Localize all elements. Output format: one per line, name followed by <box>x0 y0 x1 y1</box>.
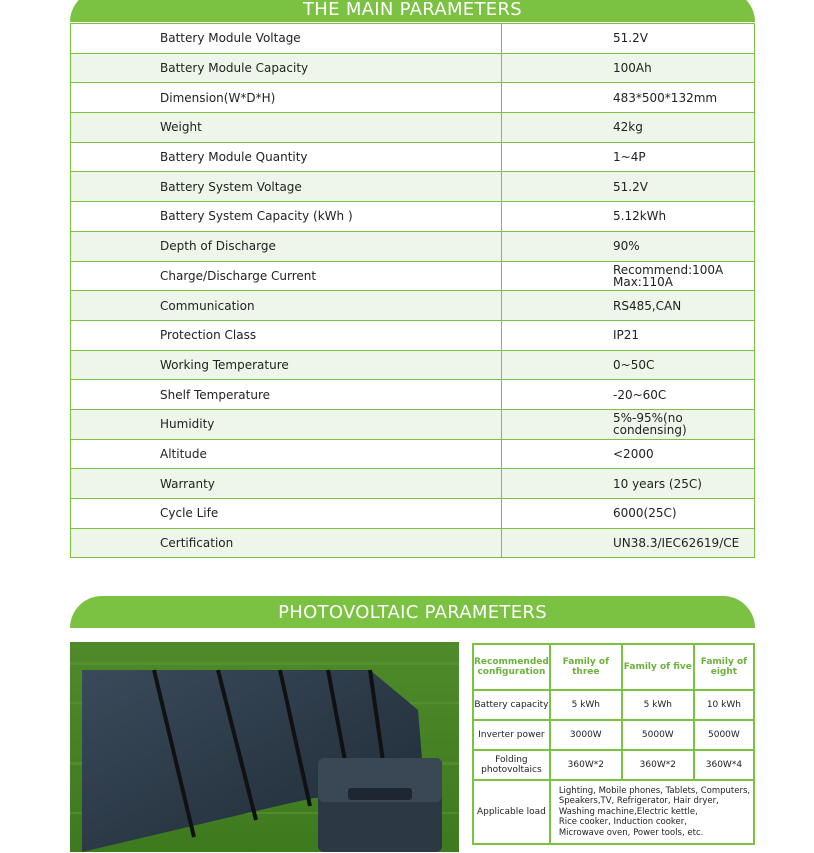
param-value: 42kg <box>502 113 755 143</box>
table-row <box>71 83 755 113</box>
solar-panel-illustration <box>70 642 459 852</box>
table-cell: 360W*4 <box>694 750 754 780</box>
param-value: IP21 <box>502 320 755 350</box>
param-label: Dimension(W*D*H) <box>71 83 502 113</box>
param-label: Battery System Capacity (kWh ) <box>71 202 502 232</box>
row-label: Battery capacity <box>473 690 550 720</box>
param-value <box>502 261 755 291</box>
table-row <box>71 350 755 380</box>
load-line: Washing machine,Electric kettle, <box>558 806 698 817</box>
param-value: 5.12kWh <box>502 202 755 232</box>
param-label: Battery System Voltage <box>71 172 502 202</box>
param-value: 10 years (25C) <box>502 469 755 499</box>
load-line: Microwave oven, Power tools, etc. <box>558 827 704 838</box>
param-value-line: Max:110A <box>613 274 673 289</box>
column-header: Recommended configuration <box>473 644 550 690</box>
table-row <box>71 528 755 558</box>
table-row <box>71 53 755 83</box>
table-row <box>71 24 755 54</box>
column-header: Family of five <box>622 644 694 690</box>
row-label: Inverter power <box>473 720 550 750</box>
param-value: 90% <box>502 231 755 261</box>
param-value: 51.2V <box>502 24 755 54</box>
param-value: 100Ah <box>502 53 755 83</box>
photovoltaic-parameters-title: PHOTOVOLTAIC PARAMETERS <box>278 602 547 623</box>
table-row <box>473 780 754 844</box>
table-cell: 3000W <box>550 720 622 750</box>
table-row <box>71 142 755 172</box>
param-value: 51.2V <box>502 172 755 202</box>
param-label: Communication <box>71 291 502 321</box>
param-label: Cycle Life <box>71 499 502 529</box>
param-label: Working Temperature <box>71 350 502 380</box>
table-row <box>71 261 755 291</box>
table-row <box>71 172 755 202</box>
table-cell: 360W*2 <box>622 750 694 780</box>
param-label: Battery Module Capacity <box>71 53 502 83</box>
param-value: 1~4P <box>502 142 755 172</box>
load-line: Lighting, Mobile phones, Tablets, Computers, <box>558 785 751 796</box>
table-row <box>71 113 755 143</box>
table-row <box>473 690 754 720</box>
table-row <box>473 720 754 750</box>
table-row <box>71 409 755 439</box>
load-line: Speakers,TV, Refrigerator, Hair dryer, <box>558 796 719 807</box>
param-value-line: Recommend:100A <box>613 262 724 277</box>
applicable-load-cell <box>550 780 754 844</box>
solar-panel-photo <box>70 642 459 852</box>
main-parameters-title: THE MAIN PARAMETERS <box>303 0 522 20</box>
param-label: Weight <box>71 113 502 143</box>
column-header: Family of eight <box>694 644 754 690</box>
param-label: Battery Module Quantity <box>71 142 502 172</box>
table-row <box>71 499 755 529</box>
photovoltaic-parameters-banner <box>70 596 755 628</box>
table-cell: 5000W <box>622 720 694 750</box>
table-cell: 5 kWh <box>622 690 694 720</box>
param-label: Battery Module Voltage <box>71 24 502 54</box>
param-label: Warranty <box>71 469 502 499</box>
param-value: 483*500*132mm <box>502 83 755 113</box>
param-label: Altitude <box>71 439 502 469</box>
row-label: Folding photovoltaics <box>473 750 550 780</box>
param-label: Humidity <box>71 409 502 439</box>
table-cell: 5000W <box>694 720 754 750</box>
param-value: 6000(25C) <box>502 499 755 529</box>
param-value: UN38.3/IEC62619/CE <box>502 528 755 558</box>
table-row <box>71 469 755 499</box>
param-label: Shelf Temperature <box>71 380 502 410</box>
table-cell: 5 kWh <box>550 690 622 720</box>
param-value: -20~60C <box>502 380 755 410</box>
table-row <box>71 231 755 261</box>
param-label: Charge/Discharge Current <box>71 261 502 291</box>
column-header: Family of three <box>550 644 622 690</box>
photovoltaic-config-table <box>472 643 755 845</box>
table-row <box>71 380 755 410</box>
param-value: 5%-95%(no condensing) <box>502 409 755 439</box>
param-label: Protection Class <box>71 320 502 350</box>
param-value: RS485,CAN <box>502 291 755 321</box>
param-label: Depth of Discharge <box>71 231 502 261</box>
table-row <box>473 750 754 780</box>
param-label: Certification <box>71 528 502 558</box>
table-header-row <box>473 644 754 690</box>
table-row <box>71 320 755 350</box>
main-parameters-banner <box>70 0 755 22</box>
row-label: Applicable load <box>473 780 550 844</box>
main-parameters-table <box>70 23 755 558</box>
table-row <box>71 291 755 321</box>
table-cell: 360W*2 <box>550 750 622 780</box>
load-line: Rice cooker, Induction cooker, <box>558 817 687 828</box>
table-row <box>71 439 755 469</box>
table-cell: 10 kWh <box>694 690 754 720</box>
param-value: 0~50C <box>502 350 755 380</box>
param-value: <2000 <box>502 439 755 469</box>
table-row <box>71 202 755 232</box>
